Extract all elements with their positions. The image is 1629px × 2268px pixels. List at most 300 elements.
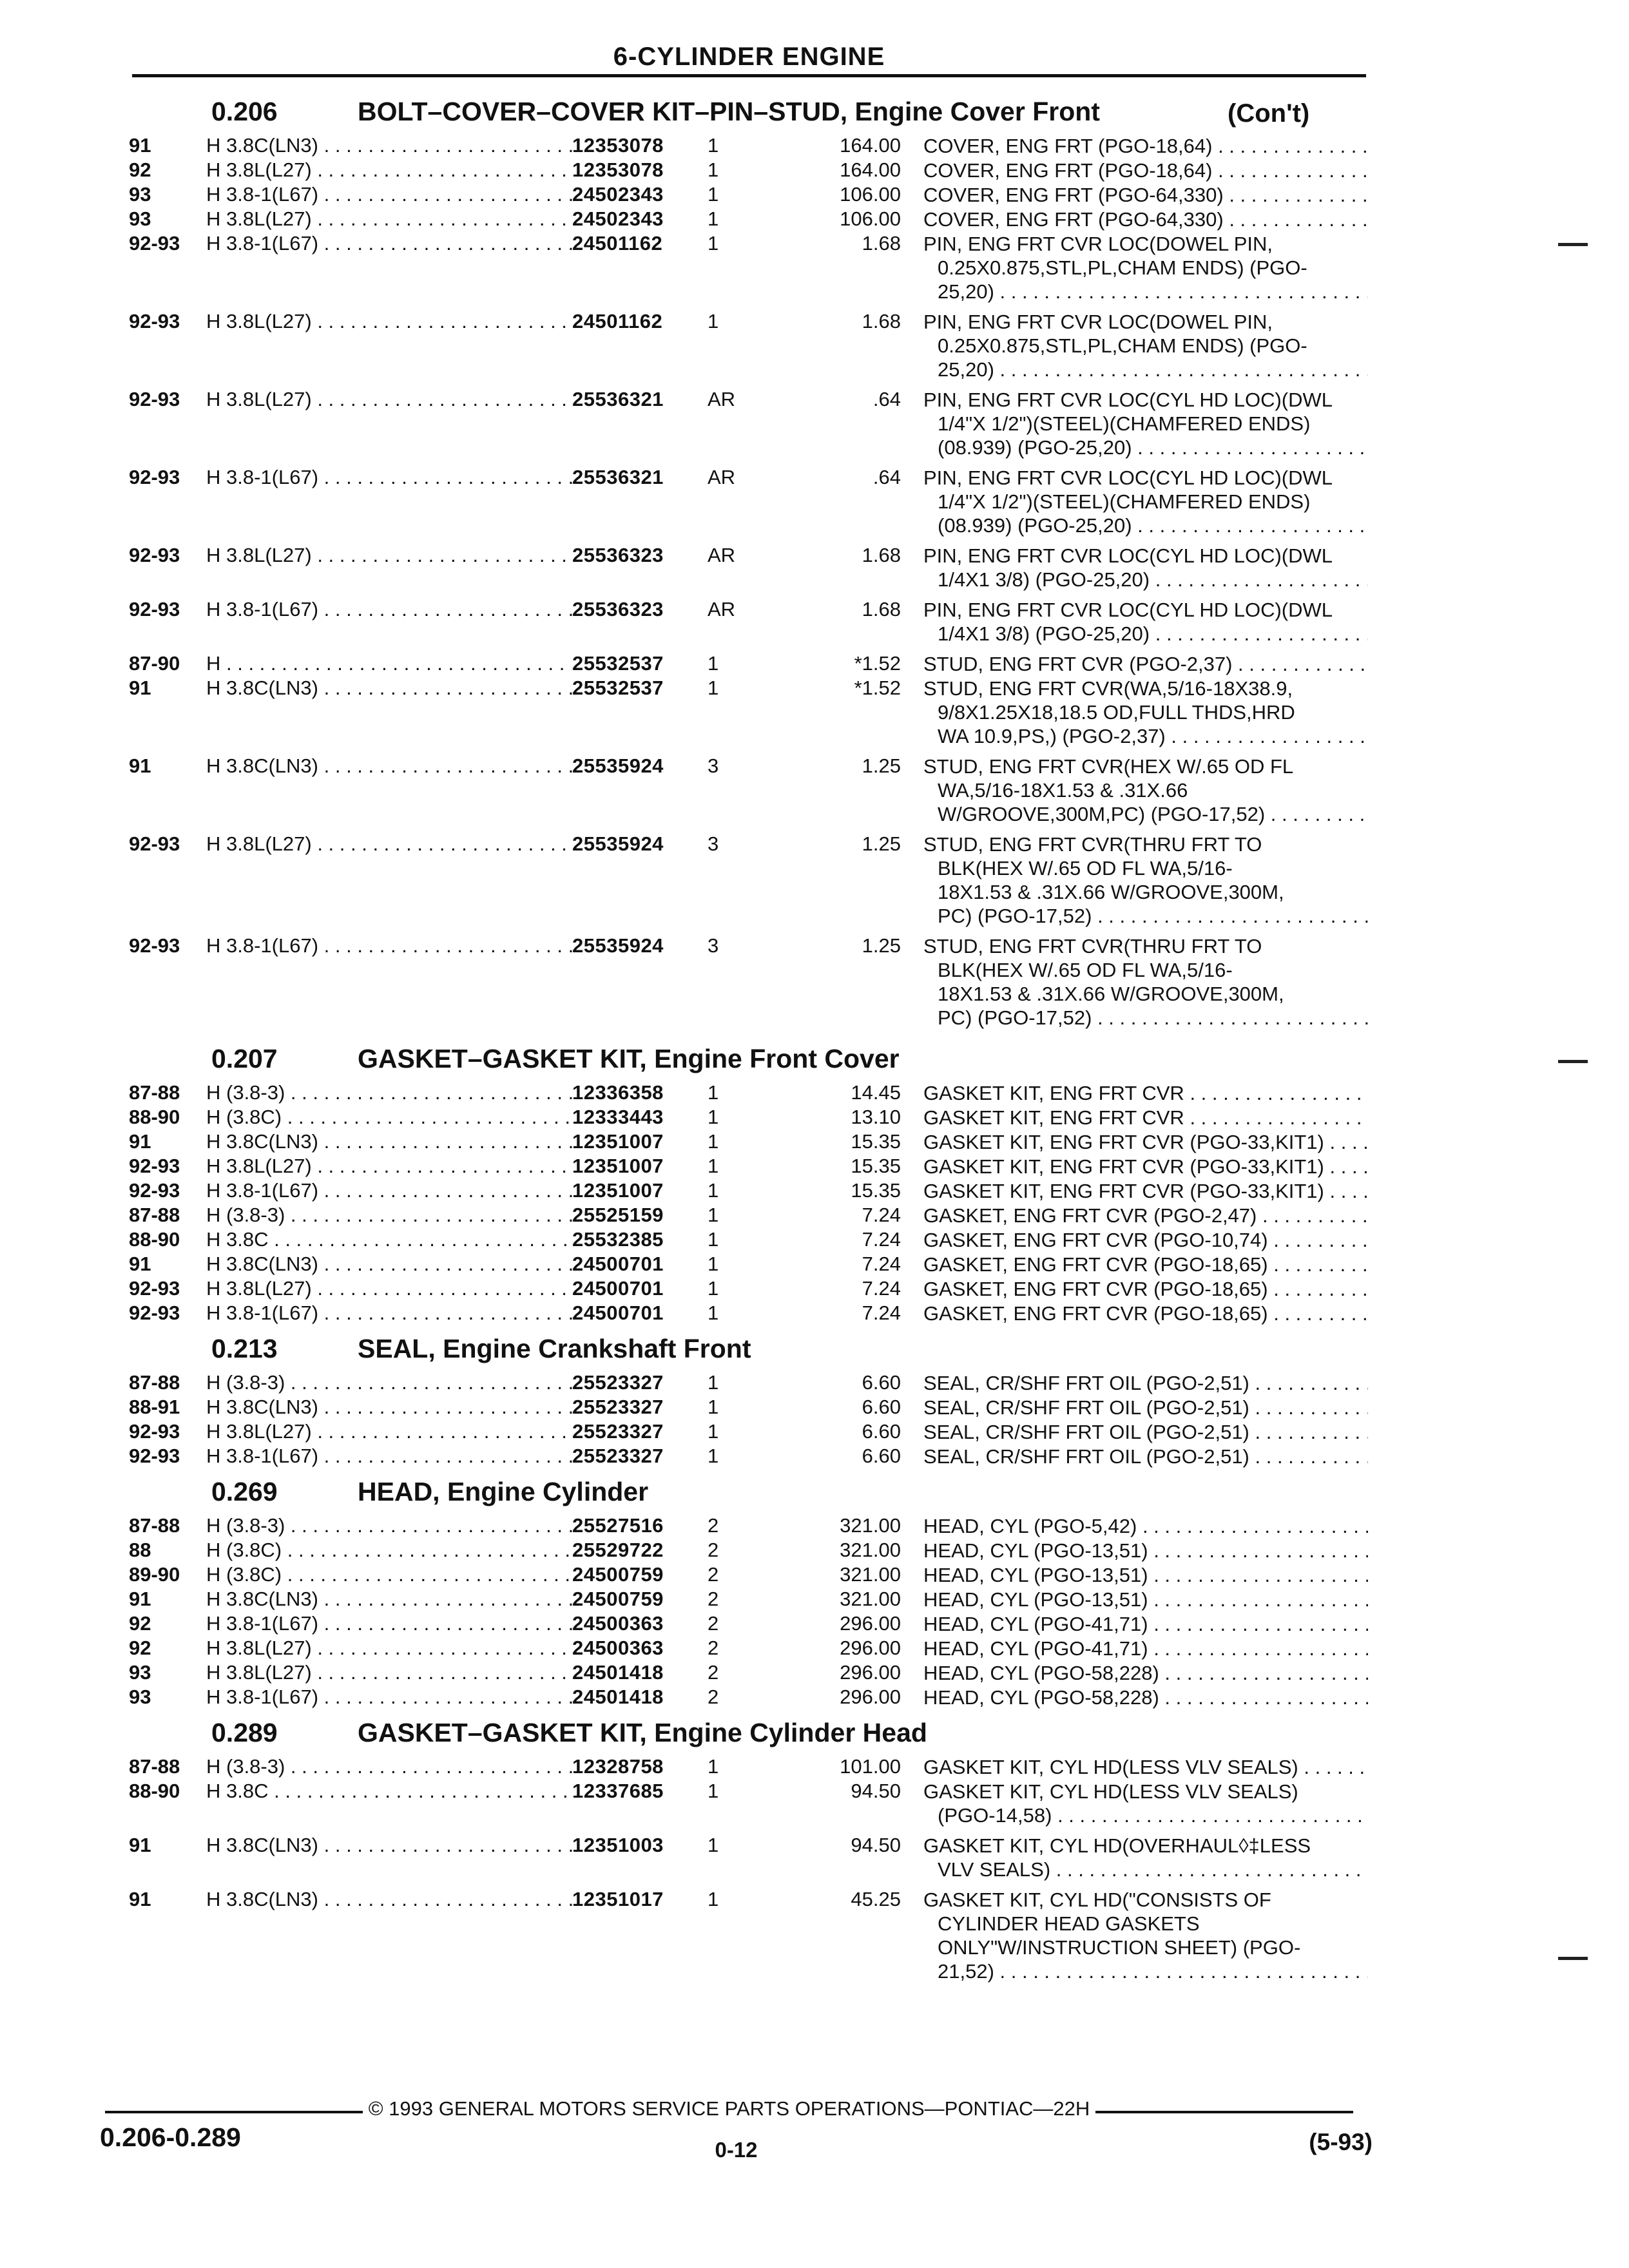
description xyxy=(923,1445,1368,1468)
description xyxy=(923,183,1368,207)
model-years: 87-88 xyxy=(129,1204,180,1226)
description-text: PIN, ENG FRT CVR LOC(DOWEL PIN, xyxy=(923,233,1273,255)
description-line xyxy=(923,1420,1368,1444)
price: 164.00 xyxy=(840,159,901,181)
description-line xyxy=(923,436,1368,459)
part-number: 25523327 xyxy=(572,1420,817,1443)
part-number: 25523327 xyxy=(572,1371,817,1394)
description-line xyxy=(923,232,1368,256)
part-number: 24500759 xyxy=(572,1588,817,1611)
description-line xyxy=(923,1081,1368,1105)
model-years: 91 xyxy=(129,1888,151,1910)
model-years: 91 xyxy=(129,1834,151,1856)
price: 1.25 xyxy=(862,934,901,957)
price: 7.24 xyxy=(862,1253,901,1275)
description-line xyxy=(923,207,1368,231)
part-number: 25523327 xyxy=(572,1396,817,1419)
application-text: H 3.8L(L27) xyxy=(206,544,312,566)
description xyxy=(923,1755,1368,1779)
section-title: BOLT–COVER–COVER KIT–PIN–STUD, Engine Cover Front xyxy=(358,97,1100,126)
description-text: 1/4"X 1/2")(STEEL)(CHAMFERED ENDS) xyxy=(938,412,1311,435)
quantity: 3 xyxy=(701,754,725,778)
section-continued: (Con't) xyxy=(1228,99,1310,128)
price: 296.00 xyxy=(840,1686,901,1708)
quantity: 2 xyxy=(701,1686,725,1709)
price: 15.35 xyxy=(851,1179,901,1202)
description-text: GASKET KIT, CYL HD("CONSISTS OF xyxy=(923,1888,1271,1911)
application-text: H 3.8-1(L67) xyxy=(206,1445,319,1467)
part-number: 12351003 xyxy=(572,1834,817,1857)
part-row xyxy=(121,1563,1371,1588)
part-number: 24500701 xyxy=(572,1302,817,1325)
part-row xyxy=(121,1253,1371,1277)
description-line xyxy=(923,544,1368,568)
model-years: 93 xyxy=(129,207,151,230)
description-text: COVER, ENG FRT (PGO-64,330) xyxy=(923,208,1224,231)
part-row xyxy=(121,1588,1371,1612)
price: 6.60 xyxy=(862,1396,901,1418)
part-number: 25535924 xyxy=(572,934,817,957)
application-text: H (3.8-3) xyxy=(206,1514,285,1537)
description-text: 18X1.53 & .31X.66 W/GROOVE,300M, xyxy=(938,881,1284,903)
part-row xyxy=(121,134,1371,159)
model-years: 91 xyxy=(129,1588,151,1610)
quantity: 1 xyxy=(701,1179,725,1202)
description-text: BLK(HEX W/.65 OD FL WA,5/16- xyxy=(938,857,1233,879)
application-text: H 3.8-1(L67) xyxy=(206,1686,319,1708)
part-number: 25525159 xyxy=(572,1204,817,1227)
description-line xyxy=(923,490,1368,514)
description-text: 25,20) xyxy=(938,358,994,381)
quantity: 1 xyxy=(701,1228,725,1251)
application-text: H 3.8L(L27) xyxy=(206,832,312,855)
description-line xyxy=(923,466,1368,490)
application-text: H 3.8C xyxy=(206,1228,269,1251)
part-number: 24500701 xyxy=(572,1277,817,1300)
description-line xyxy=(923,880,1368,904)
price: 101.00 xyxy=(840,1755,901,1778)
part-number: 12353078 xyxy=(572,159,817,182)
price: 321.00 xyxy=(840,1539,901,1561)
price: 14.45 xyxy=(851,1081,901,1104)
application-text: H (3.8-3) xyxy=(206,1371,285,1394)
edge-mark xyxy=(1558,1060,1588,1063)
description-line xyxy=(923,1563,1368,1587)
description-line xyxy=(923,856,1368,880)
price: 1.68 xyxy=(862,310,901,332)
application-text: H 3.8L(L27) xyxy=(206,1420,312,1443)
quantity: 1 xyxy=(701,1396,725,1419)
description xyxy=(923,677,1368,748)
description xyxy=(923,207,1368,231)
part-number: 12337685 xyxy=(572,1780,817,1803)
description-text: STUD, ENG FRT CVR(HEX W/.65 OD FL xyxy=(923,755,1294,778)
part-row xyxy=(121,1755,1371,1780)
description-text: GASKET, ENG FRT CVR (PGO-18,65) xyxy=(923,1278,1268,1300)
application-text: H 3.8C(LN3) xyxy=(206,1396,318,1418)
description xyxy=(923,1514,1368,1538)
part-row xyxy=(121,207,1371,232)
description-text: SEAL, CR/SHF FRT OIL (PGO-2,51) xyxy=(923,1421,1249,1443)
description-text: 1/4X1 3/8) (PGO-25,20) xyxy=(938,622,1150,645)
description xyxy=(923,159,1368,182)
model-years: 92 xyxy=(129,1637,151,1659)
page-footer xyxy=(100,2094,1373,2171)
description-line xyxy=(923,802,1368,826)
description-text: GASKET KIT, CYL HD(OVERHAUL◊‡LESS xyxy=(923,1834,1311,1857)
description-line xyxy=(923,982,1368,1006)
description-text: (PGO-14,58) xyxy=(938,1804,1052,1827)
application-text: H 3.8C(LN3) xyxy=(206,134,318,157)
application-text: H 3.8C(LN3) xyxy=(206,1888,318,1910)
description-text: HEAD, CYL (PGO-58,228) xyxy=(923,1686,1159,1709)
description xyxy=(923,1106,1368,1129)
quantity: 1 xyxy=(701,1130,725,1153)
price: 94.50 xyxy=(851,1780,901,1802)
description-line xyxy=(923,1396,1368,1419)
description-line xyxy=(923,1539,1368,1562)
description-text: PIN, ENG FRT CVR LOC(CYL HD LOC)(DWL xyxy=(923,599,1333,621)
description-line xyxy=(923,388,1368,412)
model-years: 88-90 xyxy=(129,1228,180,1251)
section-header xyxy=(121,1469,1371,1514)
description-text: CYLINDER HEAD GASKETS xyxy=(938,1912,1200,1935)
description-text: STUD, ENG FRT CVR (PGO-2,37) xyxy=(923,653,1233,675)
quantity: 1 xyxy=(701,1834,725,1857)
application-text: H 3.8-1(L67) xyxy=(206,1612,319,1635)
footer-page-number: 0-12 xyxy=(715,2138,758,2162)
description xyxy=(923,598,1368,646)
description-line xyxy=(923,256,1368,280)
part-row xyxy=(121,1277,1371,1302)
description-text: HEAD, CYL (PGO-41,71) xyxy=(923,1613,1148,1635)
part-row xyxy=(121,1130,1371,1155)
model-years: 92 xyxy=(129,159,151,181)
description xyxy=(923,134,1368,158)
part-number: 25536323 xyxy=(572,544,817,567)
application-text: H 3.8-1(L67) xyxy=(206,1302,319,1324)
description-line xyxy=(923,1686,1368,1709)
description xyxy=(923,1396,1368,1419)
edge-mark xyxy=(1558,243,1588,246)
quantity: 1 xyxy=(701,1253,725,1276)
price: 106.00 xyxy=(840,183,901,206)
description xyxy=(923,1686,1368,1709)
description-text: GASKET, ENG FRT CVR (PGO-2,47) xyxy=(923,1204,1257,1227)
model-years: 92-93 xyxy=(129,598,180,620)
price: 7.24 xyxy=(862,1277,901,1300)
part-row xyxy=(121,1888,1371,1990)
description-text: GASKET KIT, CYL HD(LESS VLV SEALS) xyxy=(923,1756,1298,1778)
application-text: H (3.8-3) xyxy=(206,1081,285,1104)
description-line xyxy=(923,334,1368,358)
part-number: 12353078 xyxy=(572,134,817,157)
description-text: SEAL, CR/SHF FRT OIL (PGO-2,51) xyxy=(923,1445,1249,1468)
description-line xyxy=(923,1277,1368,1301)
section-title: SEAL, Engine Crankshaft Front xyxy=(358,1334,751,1363)
quantity: 1 xyxy=(701,1155,725,1178)
description-line xyxy=(923,1253,1368,1276)
part-row xyxy=(121,677,1371,754)
application-text: H 3.8-1(L67) xyxy=(206,598,319,620)
description-text: GASKET, ENG FRT CVR (PGO-18,65) xyxy=(923,1253,1268,1276)
price: .64 xyxy=(872,388,901,410)
price: 13.10 xyxy=(851,1106,901,1128)
quantity: 3 xyxy=(701,832,725,856)
description xyxy=(923,1371,1368,1395)
description-line xyxy=(923,280,1368,303)
description-line xyxy=(923,1803,1368,1827)
price: 321.00 xyxy=(840,1588,901,1610)
section-header xyxy=(121,1710,1371,1755)
application-text: H 3.8C(LN3) xyxy=(206,1834,318,1856)
model-years: 91 xyxy=(129,754,151,777)
price: 1.25 xyxy=(862,754,901,777)
part-number: 12351017 xyxy=(572,1888,817,1911)
page-header xyxy=(132,40,1366,77)
description-text: BLK(HEX W/.65 OD FL WA,5/16- xyxy=(938,959,1233,981)
description-line xyxy=(923,1637,1368,1660)
model-years: 91 xyxy=(129,134,151,157)
description-text: PIN, ENG FRT CVR LOC(CYL HD LOC)(DWL xyxy=(923,389,1333,411)
quantity: 1 xyxy=(701,1780,725,1803)
part-row xyxy=(121,1106,1371,1130)
part-row xyxy=(121,1371,1371,1396)
part-row xyxy=(121,1612,1371,1637)
description-line xyxy=(923,412,1368,436)
description xyxy=(923,388,1368,459)
quantity: 1 xyxy=(701,1445,725,1468)
part-row xyxy=(121,1686,1371,1710)
price: *1.52 xyxy=(854,652,901,675)
part-number: 24501418 xyxy=(572,1661,817,1684)
part-number: 12328758 xyxy=(572,1755,817,1778)
part-number: 25529722 xyxy=(572,1539,817,1562)
description-line xyxy=(923,1755,1368,1779)
part-number: 24501162 xyxy=(572,232,817,255)
description-line xyxy=(923,1371,1368,1395)
description-text: HEAD, CYL (PGO-5,42) xyxy=(923,1515,1137,1537)
description-text: SEAL, CR/SHF FRT OIL (PGO-2,51) xyxy=(923,1396,1249,1419)
description-line xyxy=(923,1204,1368,1227)
quantity: AR xyxy=(701,388,742,411)
application-text: H (3.8-3) xyxy=(206,1204,285,1226)
quantity: 1 xyxy=(701,207,725,231)
quantity: 1 xyxy=(701,1420,725,1443)
description-text: 18X1.53 & .31X.66 W/GROOVE,300M, xyxy=(938,983,1284,1005)
price: 164.00 xyxy=(840,134,901,157)
description xyxy=(923,754,1368,826)
part-row xyxy=(121,1514,1371,1539)
part-row xyxy=(121,1204,1371,1228)
description-line xyxy=(923,1888,1368,1912)
quantity: 1 xyxy=(701,183,725,206)
quantity: 1 xyxy=(701,1371,725,1394)
price: 45.25 xyxy=(851,1888,901,1910)
description-text: GASKET, ENG FRT CVR (PGO-18,65) xyxy=(923,1302,1268,1325)
price: 296.00 xyxy=(840,1661,901,1684)
quantity: 2 xyxy=(701,1539,725,1562)
part-number: 12351007 xyxy=(572,1179,817,1202)
quantity: 1 xyxy=(701,1888,725,1911)
part-number: 24500759 xyxy=(572,1563,817,1586)
description-text: 25,20) xyxy=(938,280,994,303)
part-row xyxy=(121,652,1371,677)
application-text: H (3.8-3) xyxy=(206,1755,285,1778)
price: 7.24 xyxy=(862,1302,901,1324)
model-years: 87-88 xyxy=(129,1371,180,1394)
description-line xyxy=(923,1155,1368,1178)
description-line xyxy=(923,1834,1368,1858)
part-number: 25536321 xyxy=(572,388,817,411)
description-text: PC) (PGO-17,52) xyxy=(938,1006,1092,1029)
description-line xyxy=(923,1130,1368,1154)
description-line xyxy=(923,1588,1368,1611)
model-years: 88-90 xyxy=(129,1780,180,1802)
price: 6.60 xyxy=(862,1445,901,1467)
part-number: 12336358 xyxy=(572,1081,817,1104)
part-row xyxy=(121,1302,1371,1326)
part-number: 25523327 xyxy=(572,1445,817,1468)
model-years: 87-88 xyxy=(129,1514,180,1537)
description-line xyxy=(923,1936,1368,1959)
header-rule xyxy=(132,74,1366,77)
footer-rule-right xyxy=(1095,2111,1353,2113)
description-text: (08.939) (PGO-25,20) xyxy=(938,436,1132,459)
description xyxy=(923,1612,1368,1636)
description-line xyxy=(923,310,1368,334)
part-row xyxy=(121,598,1371,652)
quantity: 1 xyxy=(701,1277,725,1300)
part-row xyxy=(121,1780,1371,1834)
part-row xyxy=(121,388,1371,466)
part-number: 25536321 xyxy=(572,466,817,489)
description-line xyxy=(923,652,1368,676)
part-number: 25532385 xyxy=(572,1228,817,1251)
description-text: GASKET KIT, ENG FRT CVR xyxy=(923,1106,1184,1129)
part-row xyxy=(121,832,1371,934)
part-row xyxy=(121,1834,1371,1888)
description-line xyxy=(923,1780,1368,1803)
quantity: 2 xyxy=(701,1637,725,1660)
price: 6.60 xyxy=(862,1371,901,1394)
description xyxy=(923,1563,1368,1587)
part-row xyxy=(121,159,1371,183)
application-text: H 3.8-1(L67) xyxy=(206,1179,319,1202)
model-years: 93 xyxy=(129,183,151,206)
description-text: PC) (PGO-17,52) xyxy=(938,905,1092,927)
description-text: HEAD, CYL (PGO-13,51) xyxy=(923,1588,1148,1611)
quantity: 2 xyxy=(701,1588,725,1611)
application-text: H 3.8C(LN3) xyxy=(206,1253,318,1275)
description xyxy=(923,1081,1368,1105)
model-years: 88 xyxy=(129,1539,151,1561)
section-title: GASKET–GASKET KIT, Engine Cylinder Head xyxy=(358,1718,927,1747)
part-row xyxy=(121,1228,1371,1253)
model-years: 89-90 xyxy=(129,1563,180,1586)
description-text: STUD, ENG FRT CVR(THRU FRT TO xyxy=(923,833,1262,856)
description-line xyxy=(923,598,1368,622)
description-line xyxy=(923,1106,1368,1129)
quantity: 3 xyxy=(701,934,725,957)
part-row xyxy=(121,1081,1371,1106)
description-line xyxy=(923,778,1368,802)
description xyxy=(923,1302,1368,1325)
footer-copyright: © 1993 GENERAL MOTORS SERVICE PARTS OPERATIONS—PONTIAC—22H xyxy=(368,2097,1090,2120)
model-years: 92 xyxy=(129,1612,151,1635)
description xyxy=(923,544,1368,591)
application-text: H 3.8C(LN3) xyxy=(206,1588,318,1610)
quantity: 1 xyxy=(701,159,725,182)
model-years: 87-90 xyxy=(129,652,180,675)
application-text: H 3.8C xyxy=(206,1780,269,1802)
quantity: 2 xyxy=(701,1661,725,1684)
model-years: 93 xyxy=(129,1686,151,1708)
description xyxy=(923,310,1368,381)
description-text: 0.25X0.875,STL,PL,CHAM ENDS) (PGO- xyxy=(938,334,1307,357)
quantity: 1 xyxy=(701,1204,725,1227)
description-line xyxy=(923,904,1368,928)
model-years: 92-93 xyxy=(129,388,180,410)
quantity: 1 xyxy=(701,232,725,255)
model-years: 91 xyxy=(129,1253,151,1275)
description-text: (08.939) (PGO-25,20) xyxy=(938,514,1132,537)
quantity: 1 xyxy=(701,1106,725,1129)
description-line xyxy=(923,568,1368,591)
description-line xyxy=(923,1179,1368,1203)
description xyxy=(923,652,1368,676)
model-years: 92-93 xyxy=(129,1155,180,1177)
description xyxy=(923,934,1368,1030)
description-text: HEAD, CYL (PGO-41,71) xyxy=(923,1637,1148,1660)
model-years: 88-91 xyxy=(129,1396,180,1418)
description-text: STUD, ENG FRT CVR(WA,5/16-18X38.9, xyxy=(923,677,1293,700)
application-text: H 3.8C(LN3) xyxy=(206,754,318,777)
description xyxy=(923,1888,1368,1983)
application-text: H 3.8L(L27) xyxy=(206,1637,312,1659)
description xyxy=(923,1588,1368,1611)
section-code: 0.213 xyxy=(211,1334,278,1363)
description-text: GASKET KIT, ENG FRT CVR (PGO-33,KIT1) xyxy=(923,1180,1324,1202)
quantity: AR xyxy=(701,544,742,567)
price: 321.00 xyxy=(840,1514,901,1537)
description-line xyxy=(923,622,1368,646)
part-row xyxy=(121,1179,1371,1204)
part-row xyxy=(121,1155,1371,1179)
quantity: 1 xyxy=(701,1755,725,1778)
description-text: HEAD, CYL (PGO-13,51) xyxy=(923,1539,1148,1562)
edge-mark xyxy=(1558,1957,1588,1960)
application-text: H 3.8L(L27) xyxy=(206,1277,312,1300)
description-line xyxy=(923,358,1368,381)
price: 1.68 xyxy=(862,598,901,620)
model-years: 92-93 xyxy=(129,466,180,488)
description xyxy=(923,1780,1368,1827)
application-text: H 3.8-1(L67) xyxy=(206,466,319,488)
part-number: 25527516 xyxy=(572,1514,817,1537)
part-number: 24500701 xyxy=(572,1253,817,1276)
model-years: 92-93 xyxy=(129,1445,180,1467)
part-row xyxy=(121,1637,1371,1661)
part-row xyxy=(121,1396,1371,1420)
description-line xyxy=(923,1612,1368,1636)
description xyxy=(923,1130,1368,1154)
section-title: GASKET–GASKET KIT, Engine Front Cover xyxy=(358,1044,900,1073)
part-number: 25532537 xyxy=(572,677,817,700)
description xyxy=(923,832,1368,928)
description xyxy=(923,1277,1368,1301)
description-line xyxy=(923,934,1368,958)
